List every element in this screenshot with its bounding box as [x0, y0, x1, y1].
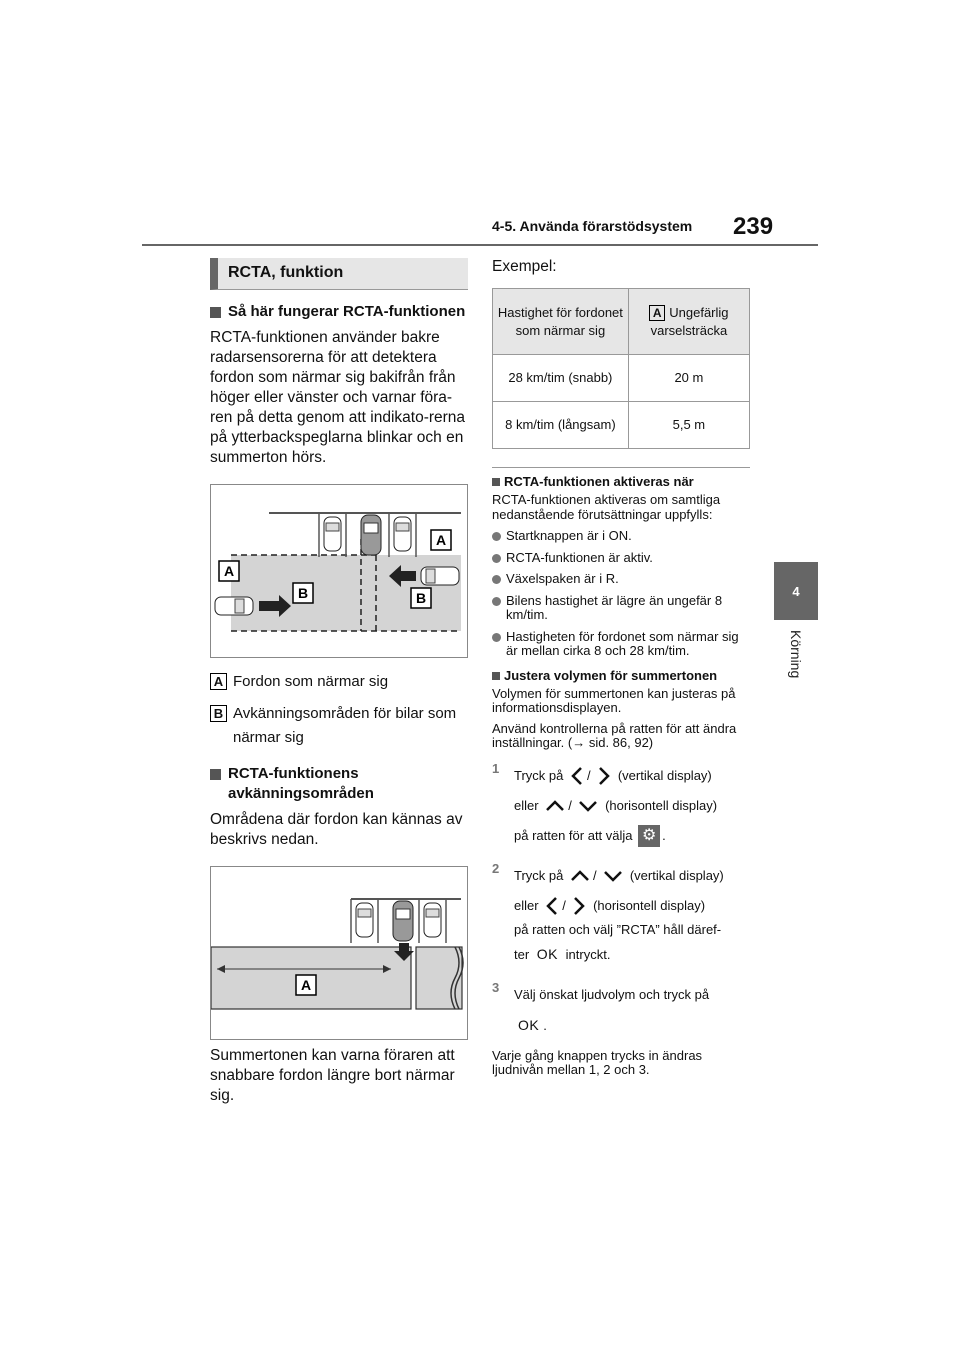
detection-range-diagram: [211, 867, 467, 1039]
legend-a-text: Fordon som närmar sig: [233, 673, 389, 690]
legend-b-letter: B: [210, 705, 227, 722]
ok-button-icon: OK: [536, 945, 559, 962]
bullet-dot-icon: [492, 532, 501, 541]
bullet-dot-icon: [492, 597, 501, 606]
page-number: 239: [733, 213, 774, 240]
list-item: Hastigheten för fordonet som närmar sig är mellan cirka 8 och 28 km/tim.: [492, 630, 750, 659]
rcta-parking-diagram: [211, 485, 467, 657]
table-header-row: [493, 289, 750, 355]
chevron-down-icon: [578, 800, 598, 812]
approaching-car-right-icon: [421, 567, 459, 585]
table-row: 28 km/tim (snabb) 20 m: [493, 355, 750, 402]
example-label: Exempel:: [492, 258, 557, 275]
parked-car-1-icon: [356, 903, 373, 937]
chapter-label: Körning: [788, 630, 804, 679]
fig2-label-a: A: [300, 977, 312, 993]
square-bullet-icon: [492, 672, 500, 680]
gear-icon: ⚙: [638, 825, 660, 847]
col-header-distance: A Ungefärlig varselsträcka: [628, 289, 749, 355]
header-rule: [142, 244, 818, 246]
chevron-left-icon: [545, 896, 559, 916]
parked-car-own-icon: [393, 901, 413, 941]
parked-car-2-icon: [424, 903, 441, 937]
activation-intro: RCTA-funktionen aktiveras om samtliga nedanstående förutsättningar uppfylls:: [492, 492, 721, 522]
chevron-right-icon: [572, 896, 586, 916]
square-bullet-icon: [492, 478, 500, 486]
volume-paragraph-1: Volymen för summertonen kan justeras på informationsdisplayen.: [492, 685, 736, 715]
chapter-tab: [774, 562, 818, 620]
header-section-title: 4-5. Använda förarstödsystem: [492, 218, 693, 234]
separator-rule: [492, 467, 750, 468]
fig1-label-b-right: B: [415, 590, 427, 606]
list-item: Bilens hastighet är lägre än ungefär 8 km/tim.: [492, 594, 750, 623]
volume-paragraph-2: Använd kontrollerna på ratten för att ändra inställningar. (→ sid. 86, 92): [492, 720, 737, 750]
fig1-label-a-left: A: [223, 563, 235, 579]
figure-rcta-parking: [210, 484, 468, 658]
speed-distance-table: [492, 288, 750, 449]
fig1-label-a-right: A: [435, 532, 447, 548]
approaching-car-left-icon: [215, 597, 253, 615]
paragraph-function: RCTA-funktionen använder bakre radarsensorerna för att detektera fordon som närmar sig bakifrån från höger eller vänster och varnar föra-ren på detta genom att indikato-rerna på ytterbackspeglarna blinkar och en summerton hörs.: [210, 329, 466, 466]
subheading-activation: RCTA-funktionen aktiveras när: [492, 474, 750, 490]
bullet-dot-icon: [492, 554, 501, 563]
chevron-up-icon: [545, 800, 565, 812]
chevron-left-icon: [570, 766, 584, 786]
col-header-speed: Hastighet för fordonet som närmar sig: [493, 289, 629, 355]
chevron-down-icon: [603, 870, 623, 882]
subheading-volume: Justera volymen för summertonen: [492, 668, 750, 684]
legend-b: [210, 702, 468, 750]
chevron-up-icon: [570, 870, 590, 882]
parked-car-own-icon: [361, 515, 381, 555]
fig1-label-b-left: B: [297, 585, 309, 601]
chevron-right-icon: [597, 766, 611, 786]
left-column: [210, 258, 468, 1106]
square-bullet-icon: [210, 307, 221, 318]
legend-a-letter: A: [210, 673, 227, 690]
list-item: Startknappen är i ON.: [492, 529, 750, 544]
legend-b-text: Avkänningsområden för bilar som närmar sig: [233, 705, 457, 746]
subheading-detection-areas: RCTA-funktionens avkänningsområden: [210, 764, 468, 804]
parked-car-2-icon: [394, 517, 411, 551]
legend-a: [210, 670, 468, 694]
figure-detection-range: [210, 866, 468, 1040]
paragraph-buzzer: Summertonen kan varna föraren att snabbare fordon längre bort närmar sig.: [210, 1047, 455, 1104]
parked-car-1-icon: [324, 517, 341, 551]
chapter-number: 4: [792, 583, 800, 599]
subheading-how-it-works: Så här fungerar RCTA-funktionen: [210, 302, 468, 322]
step-1: 1 Tryck på / (vertikal display) eller / (horisontell display) på ratten för att välja ⚙ .: [492, 761, 750, 851]
bullet-dot-icon: [492, 633, 501, 642]
table-row: 8 km/tim (långsam) 5,5 m: [493, 402, 750, 449]
right-column: [492, 258, 750, 1078]
list-item: RCTA-funktionen är aktiv.: [492, 551, 750, 566]
ok-button-icon: OK: [518, 1016, 540, 1033]
list-item: Växelspaken är i R.: [492, 572, 750, 587]
square-bullet-icon: [210, 769, 221, 780]
note-volume-levels: Varje gång knappen trycks in ändras ljudnivån mellan 1, 2 och 3.: [492, 1047, 703, 1077]
step-2: 2 Tryck på / (vertikal display) eller / (horisontell display) på ratten och välj ”RCTA” håll däref- ter OK intryckt.: [492, 860, 724, 962]
bullet-dot-icon: [492, 575, 501, 584]
section-heading: RCTA, funktion: [210, 258, 468, 290]
paragraph-areas: Områdena där fordon kan kännas av beskrivs nedan.: [210, 811, 463, 848]
step-3: 3 Välj önskat ljudvolym och tryck på OK .: [492, 979, 710, 1033]
